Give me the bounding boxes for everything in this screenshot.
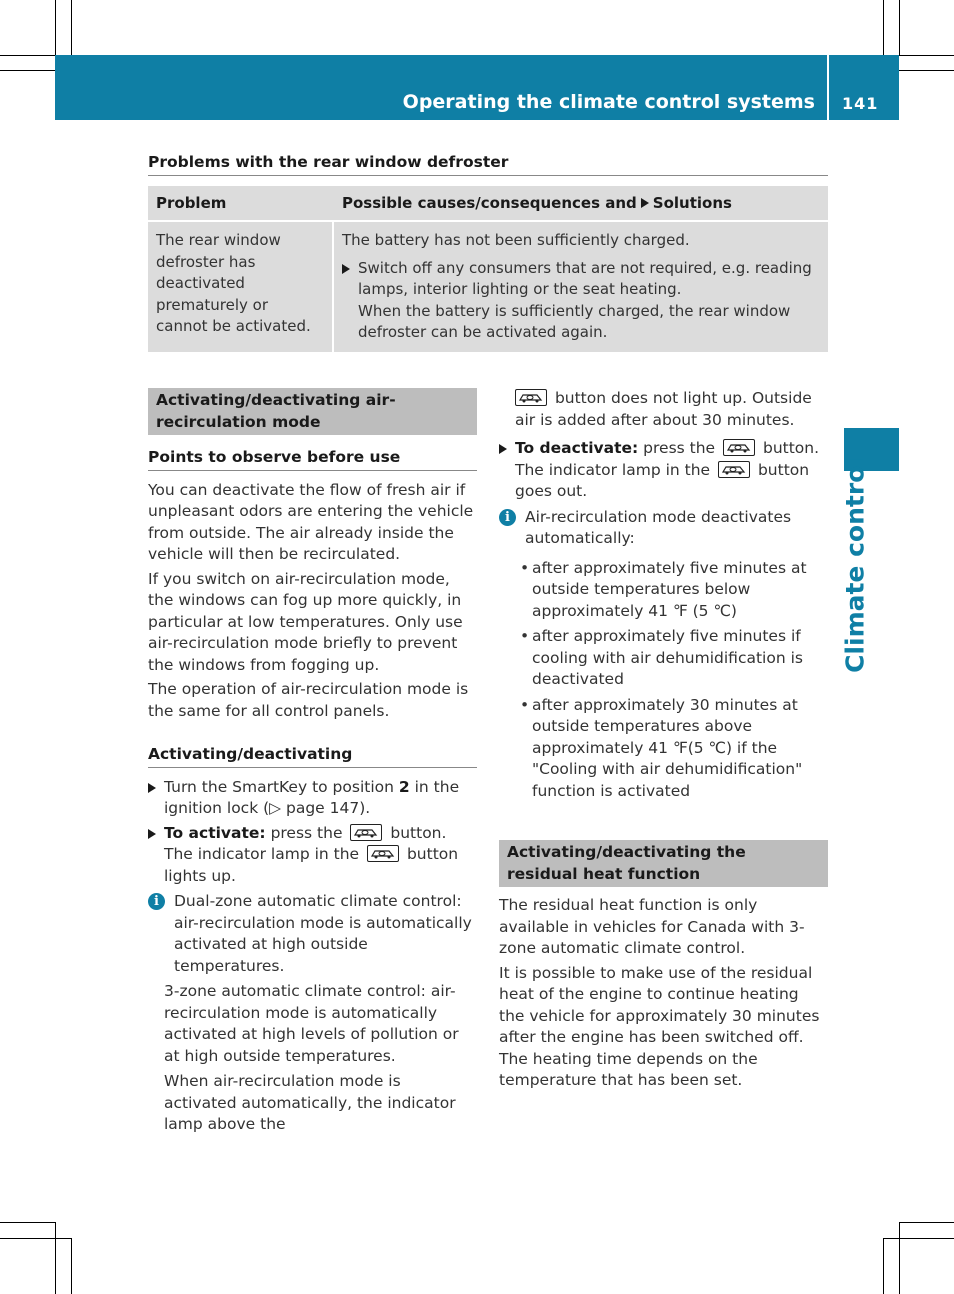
side-tab-label: Climate control (840, 457, 870, 673)
crop-mark (0, 70, 55, 71)
paragraph: The operation of air-recirculation mode is the same for all control panels. (148, 680, 469, 720)
list-item: • after approximately five minutes if cooling with air dehumidification is deactivated (499, 626, 828, 691)
info-text: Dual-zone automatic climate control: air-recirculation mode is automatically activated at high outside temperatures. (174, 892, 472, 975)
info-icon: i (499, 509, 516, 526)
residual-heading: Activating/deactivating the residual heat function (499, 840, 828, 887)
column-header-solutions-pre: Possible causes/consequences and (342, 194, 637, 212)
solution-line-1: Switch off any consumers that are not required, e.g. reading lamps, interior lighting or the seat heating. (358, 258, 812, 298)
continued-text-body: button does not light up. Outside air is added after about 30 minutes. (515, 389, 812, 429)
cause-text: The battery has not been sufficiently charged. (342, 231, 690, 249)
points-title: Points to observe before use (148, 447, 477, 471)
air-recirculation-icon (515, 389, 547, 406)
info-note (499, 507, 828, 550)
info-note (148, 891, 477, 1136)
step-text: button. (762, 439, 820, 457)
arrow-right-icon (342, 264, 350, 274)
crop-mark (0, 1238, 71, 1239)
info-text: 3-zone automatic climate control: air-recirculation mode is automatically activated at high levels of pollution or at high outside temperatures. (164, 982, 459, 1065)
air-recirculation-icon (723, 439, 755, 456)
info-text: When air-recirculation mode is activated automatically, the indicator lamp above the (164, 1072, 456, 1133)
page-number: 141 (842, 94, 879, 113)
step-smartkey (148, 777, 477, 820)
crop-mark (899, 1222, 900, 1294)
air-recirculation-icon (718, 461, 750, 478)
crop-mark (883, 1238, 954, 1239)
crop-mark (883, 0, 884, 55)
air-recirculation-icon (350, 824, 382, 841)
step-text: button goes out. (515, 460, 810, 500)
list-item: • after approximately five minutes at outside temperatures below approximately 41 ℉ (5 ℃) (499, 558, 828, 623)
crop-mark (0, 55, 55, 56)
info-text: Air-recirculation mode deactivates automatically: (525, 507, 792, 547)
recirculation-heading: Activating/deactivating air-recirculation mode (148, 388, 477, 435)
step-text: The indicator lamp in the (515, 460, 711, 479)
column-header-solutions (334, 194, 828, 212)
solution-line-2: When the battery is sufficiently charged, the rear window defroster can be activated again. (358, 301, 791, 341)
step-bold: To deactivate: (515, 439, 639, 457)
section-title: Problems with the rear window defroster (148, 153, 828, 176)
arrow-right-icon (148, 783, 156, 793)
arrow-right-icon (148, 829, 156, 839)
crop-mark (899, 0, 900, 55)
step-deactivate (499, 438, 828, 503)
table-row (148, 222, 828, 352)
right-column (499, 388, 828, 1092)
crop-mark (899, 1222, 954, 1223)
crop-mark (55, 0, 56, 55)
step-text: Turn the SmartKey to position (164, 777, 394, 796)
crop-mark (55, 1222, 56, 1294)
table-header-row (148, 186, 828, 220)
arrow-right-icon (499, 444, 507, 454)
problem-cell: The rear window defroster has deactivated prematurely or cannot be activated. (148, 222, 332, 352)
air-recirculation-icon (367, 845, 399, 862)
column-header-problem: Problem (156, 194, 227, 212)
paragraph: It is possible to make use of the residual heat of the engine to continue heating the vehicle for approximately 30 minutes after the engine has been switched off. The heating time depends on the temperature that has been set. (499, 963, 820, 1089)
left-column (148, 388, 477, 1136)
crop-mark (899, 70, 954, 71)
info-icon: i (148, 893, 165, 910)
crop-mark (883, 1238, 884, 1294)
step-bold: To activate: (164, 823, 266, 842)
problem-table (148, 186, 828, 352)
solution-step (342, 258, 820, 344)
step-text: button. (390, 823, 447, 842)
list-item: • after approximately 30 minutes at outside temperatures above approximately 41 ℉(5 ℃) if the "Cooling with air dehumidification" function is activated (499, 695, 828, 803)
page-number-box (829, 55, 899, 120)
page-title: Operating the climate control systems (402, 91, 815, 113)
paragraph: You can deactivate the flow of fresh air if unpleasant odors are entering the vehicle from outside. The air already inside the vehicle will then be recirculated. (148, 480, 474, 563)
step-activate (148, 823, 477, 888)
step-text: The indicator lamp in the (164, 845, 360, 863)
solution-cell (334, 222, 828, 352)
paragraph: If you switch on air-recirculation mode, the windows can fog up more quickly, in particular at low temperatures. Only use air-recirculation mode briefly to prevent the windows from fogging up. (148, 569, 463, 674)
crop-mark (71, 1238, 72, 1294)
step-text: button lights up. (164, 845, 459, 885)
crop-mark (0, 1222, 55, 1223)
step-text: press the (270, 823, 343, 842)
paragraph: The residual heat function is only available in vehicles for Canada with 3-zone automatic climate control. (499, 896, 805, 957)
step-text: press the (643, 439, 716, 457)
crop-mark (899, 55, 954, 56)
continued-text (499, 388, 828, 431)
arrow-right-icon (641, 198, 649, 208)
step-bold: 2 (398, 777, 410, 796)
step-text: in the ignition lock (▷ page 147). (164, 777, 460, 817)
crop-mark (71, 0, 72, 55)
column-header-solutions-post: Solutions (652, 194, 732, 212)
header-bar (55, 55, 827, 120)
activating-title: Activating/deactivating (148, 744, 477, 768)
